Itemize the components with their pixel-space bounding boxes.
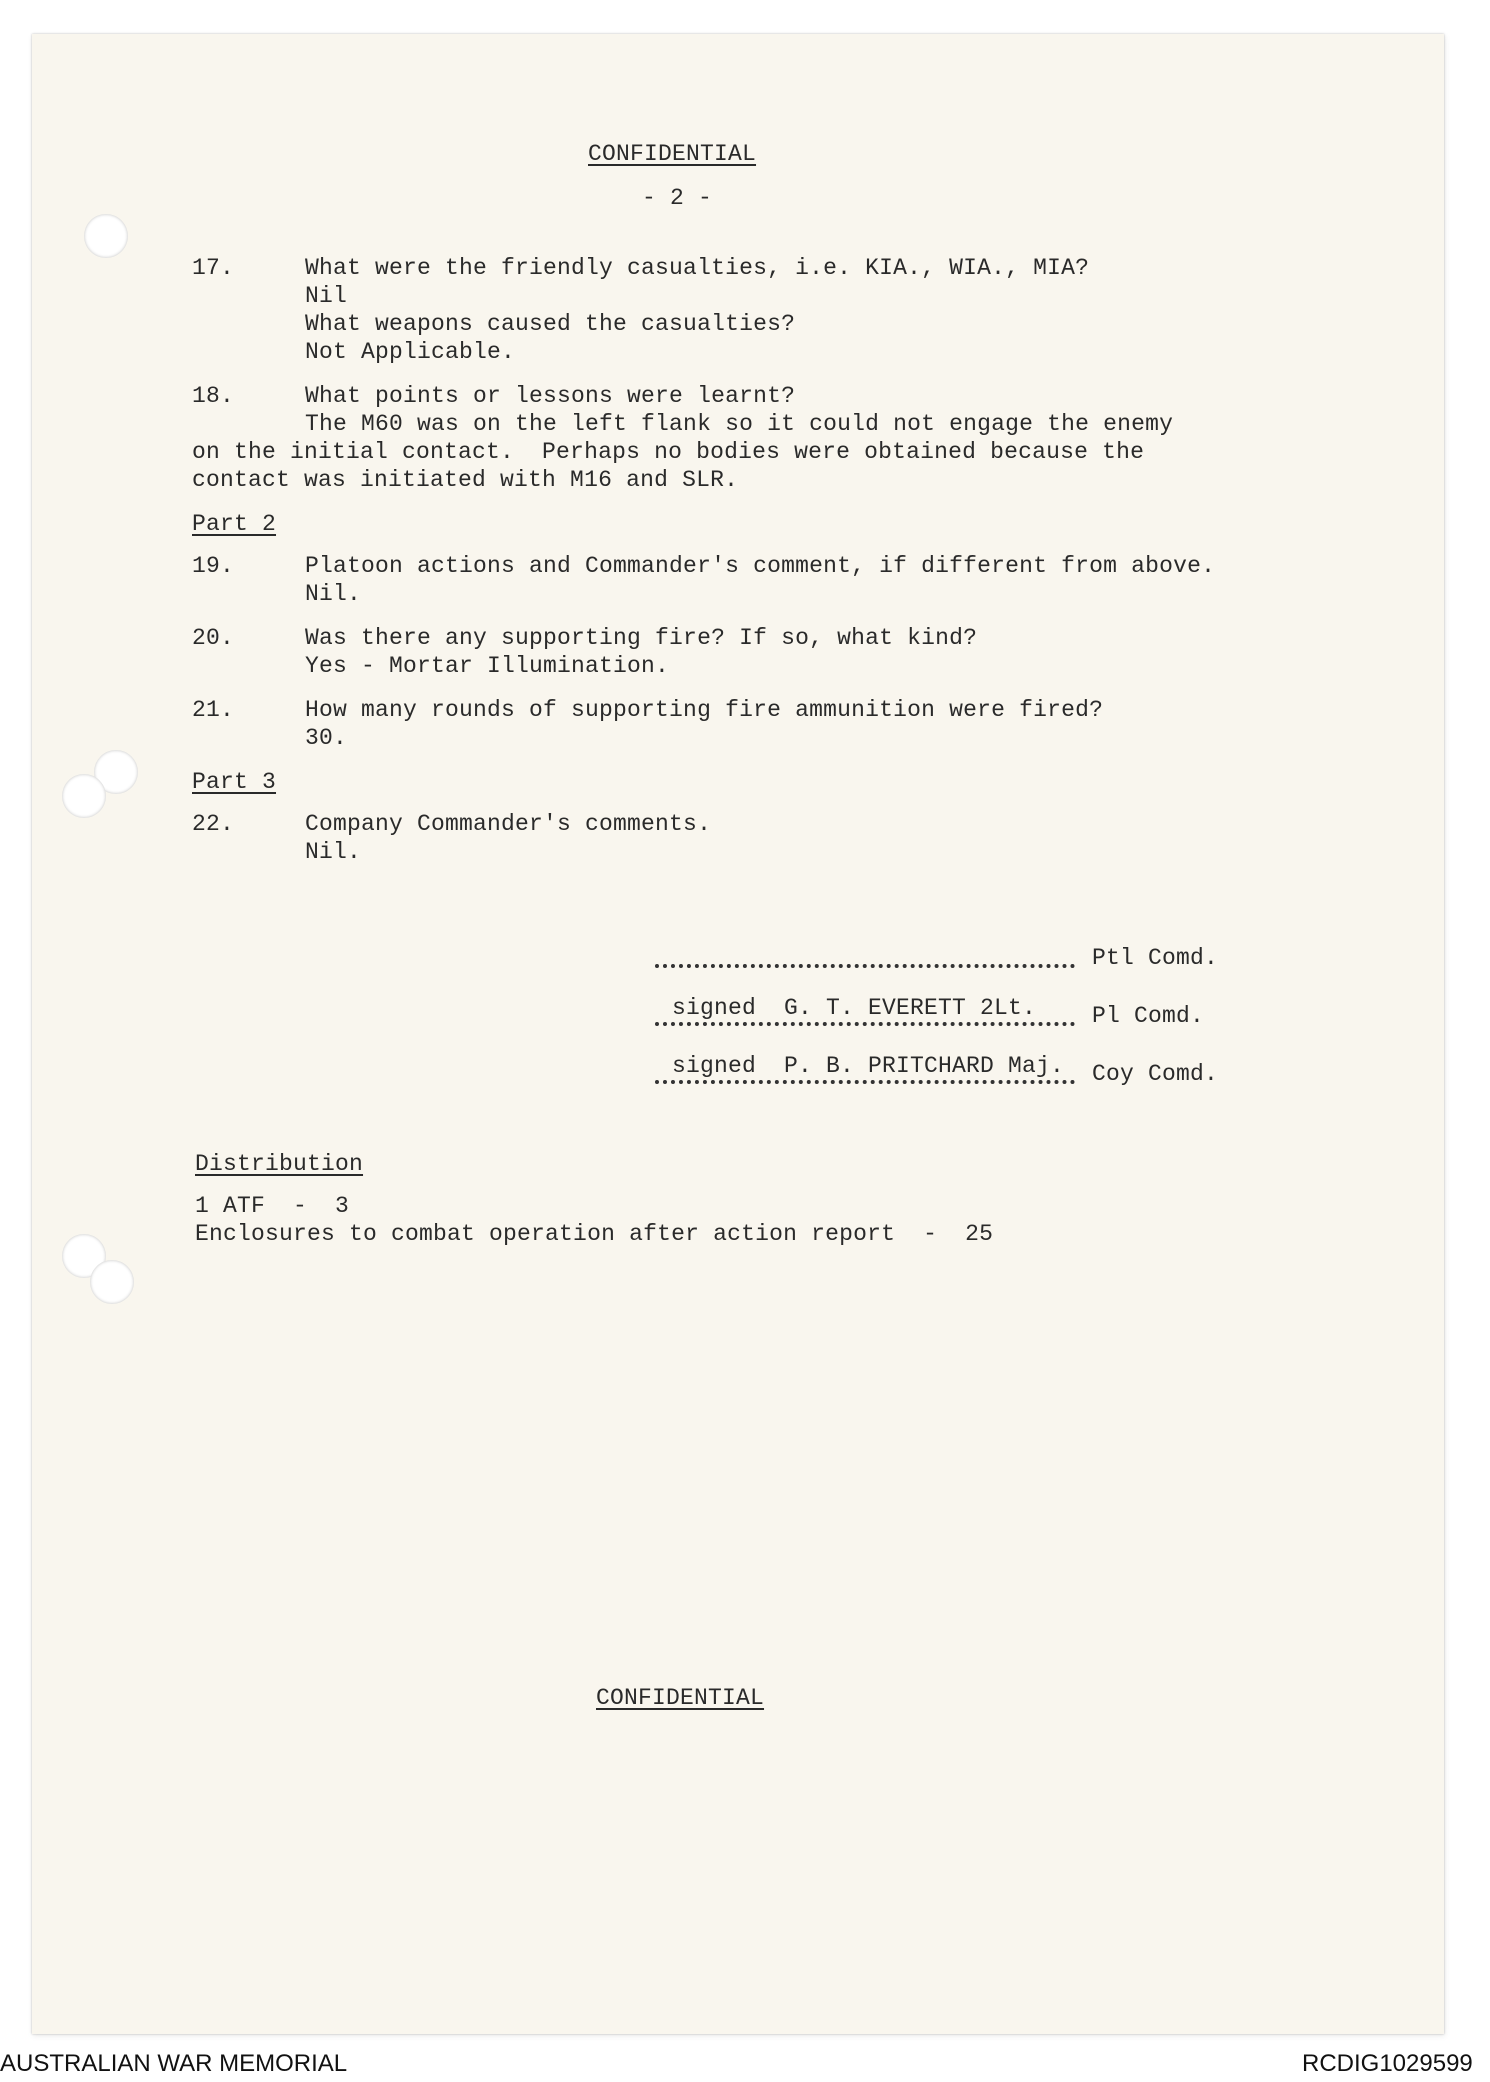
item-text: on the initial contact. Perhaps no bodies were obtained because the	[192, 439, 1145, 465]
signature-line	[655, 1022, 1075, 1026]
item-text: Nil	[305, 283, 348, 309]
item-text: Nil.	[305, 839, 362, 865]
part-heading: Part 3	[192, 769, 277, 795]
punch-hole	[84, 214, 128, 258]
item-text: The M60 was on the left flank so it could not engage the enemy	[305, 411, 1174, 437]
item-text: Nil.	[305, 581, 362, 607]
signature-role: Ptl Comd.	[1092, 945, 1219, 971]
item-text: What were the friendly casualties, i.e. KIA., WIA., MIA?	[305, 255, 1090, 281]
punch-hole	[90, 1260, 134, 1304]
item-number: 20.	[192, 625, 235, 651]
classification-header: CONFIDENTIAL	[588, 141, 757, 167]
part-heading: Part 2	[192, 511, 277, 537]
archive-id: RCDIG1029599	[1302, 2050, 1473, 2077]
item-text: Yes - Mortar Illumination.	[305, 653, 670, 679]
item-text: Was there any supporting fire? If so, what kind?	[305, 625, 978, 651]
signature-line	[655, 964, 1075, 968]
item-number: 18.	[192, 383, 235, 409]
page-number: - 2 -	[642, 185, 713, 211]
item-text: 30.	[305, 725, 348, 751]
item-text: What weapons caused the casualties?	[305, 311, 796, 337]
item-text: contact was initiated with M16 and SLR.	[192, 467, 739, 493]
item-number: 17.	[192, 255, 235, 281]
classification-footer: CONFIDENTIAL	[596, 1685, 765, 1711]
item-text: What points or lessons were learnt?	[305, 383, 796, 409]
item-text: Platoon actions and Commander's comment, if different from above.	[305, 553, 1216, 579]
punch-hole	[62, 774, 106, 818]
item-text: Company Commander's comments.	[305, 811, 712, 837]
distribution-line: 1 ATF - 3	[195, 1193, 350, 1219]
signature-role: Pl Comd.	[1092, 1003, 1205, 1029]
signature-line	[655, 1080, 1075, 1084]
signature-name: signed P. B. PRITCHARD Maj.	[672, 1053, 1065, 1079]
distribution-heading: Distribution	[195, 1151, 364, 1177]
item-text: Not Applicable.	[305, 339, 516, 365]
item-text: How many rounds of supporting fire ammunition were fired?	[305, 697, 1104, 723]
signature-role: Coy Comd.	[1092, 1061, 1219, 1087]
item-number: 21.	[192, 697, 235, 723]
archive-label: AUSTRALIAN WAR MEMORIAL	[0, 2050, 348, 2077]
distribution-line: Enclosures to combat operation after action report - 25	[195, 1221, 994, 1247]
signature-name: signed G. T. EVERETT 2Lt.	[672, 995, 1037, 1021]
item-number: 22.	[192, 811, 235, 837]
item-number: 19.	[192, 553, 235, 579]
